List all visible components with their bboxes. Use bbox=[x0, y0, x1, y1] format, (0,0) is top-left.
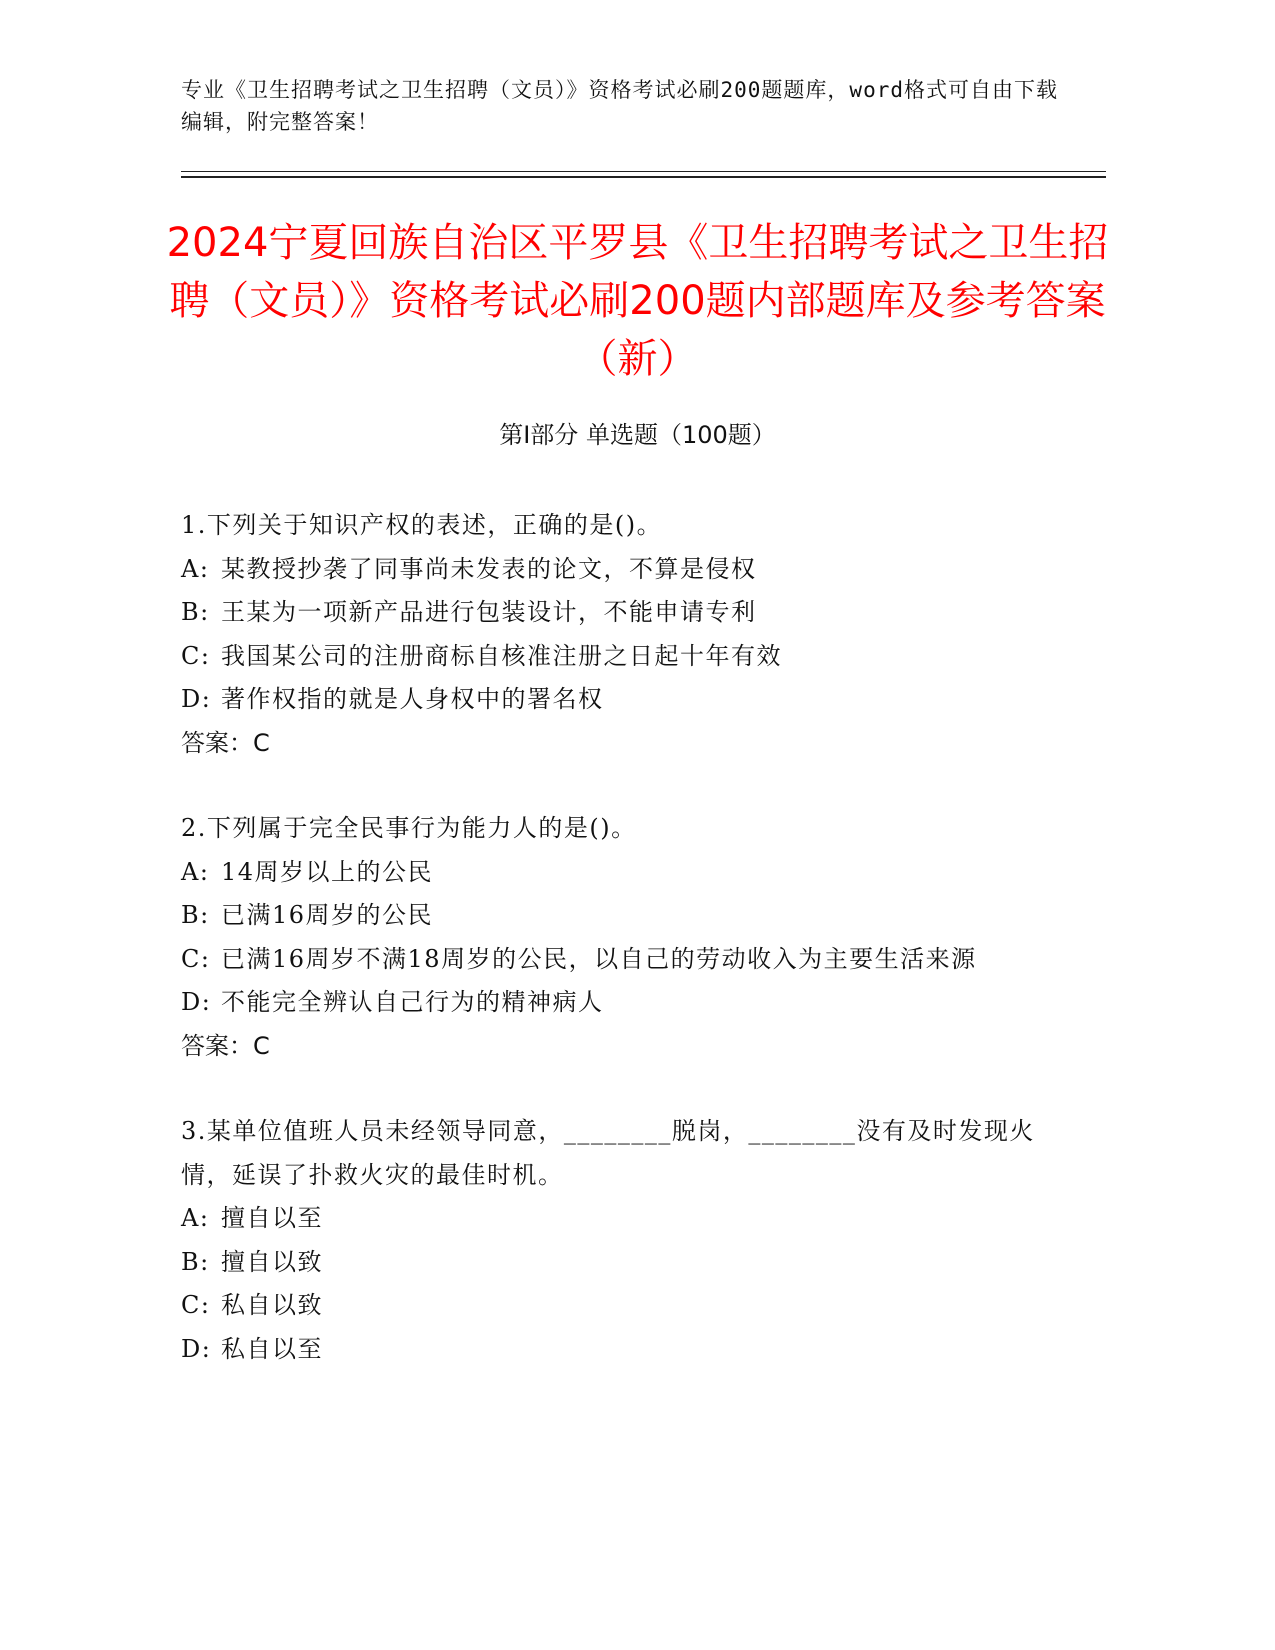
option-letter: D: bbox=[181, 988, 212, 1016]
question-item bbox=[181, 1110, 1041, 1371]
question-stem: 1.下列关于知识产权的表述，正确的是()。 bbox=[181, 511, 663, 539]
option-d bbox=[181, 1328, 1041, 1372]
option-text: 14周岁以上的公民 bbox=[221, 857, 434, 886]
option-letter: A: bbox=[181, 857, 210, 886]
option-text: 著作权指的就是人身权中的署名权 bbox=[221, 685, 604, 713]
option-letter: C: bbox=[181, 1291, 211, 1319]
option-text: 已满16周岁的公民 bbox=[221, 901, 434, 929]
header-divider-thick bbox=[181, 176, 1106, 178]
option-text: 擅自以至 bbox=[221, 1204, 323, 1232]
option-b bbox=[181, 894, 1041, 938]
option-letter: C: bbox=[181, 641, 211, 670]
option-letter: A: bbox=[181, 554, 210, 583]
option-letter: B: bbox=[181, 598, 210, 626]
option-a bbox=[181, 548, 1041, 592]
option-letter: B: bbox=[181, 901, 210, 929]
header-divider-thin bbox=[181, 171, 1106, 172]
question-stem: 2.下列属于完全民事行为能力人的是()。 bbox=[181, 814, 637, 842]
option-a bbox=[181, 851, 1041, 895]
option-text: 私自以至 bbox=[221, 1334, 323, 1363]
option-text: 擅自以致 bbox=[221, 1247, 323, 1276]
option-d bbox=[181, 981, 1041, 1025]
option-a bbox=[181, 1197, 1041, 1241]
option-letter: D: bbox=[181, 1334, 212, 1363]
option-c bbox=[181, 635, 1041, 679]
document-title: 2024宁夏回族自治区平罗县《卫生招聘考试之卫生招聘（文员）》资格考试必刷200题内部题库及参考答案（新） bbox=[166, 220, 1109, 382]
option-text: 不能完全辨认自己行为的精神病人 bbox=[221, 988, 604, 1016]
option-letter: B: bbox=[181, 1247, 210, 1276]
option-letter: D: bbox=[181, 685, 212, 713]
answer-line: 答案：C bbox=[181, 728, 270, 757]
option-b bbox=[181, 1241, 1041, 1285]
option-b bbox=[181, 591, 1041, 635]
question-item bbox=[181, 504, 1041, 765]
option-letter: C: bbox=[181, 944, 211, 973]
option-c bbox=[181, 1284, 1041, 1328]
option-text: 私自以致 bbox=[221, 1291, 323, 1319]
section-title: 第I部分 单选题（100题） bbox=[499, 421, 776, 449]
option-d bbox=[181, 678, 1041, 722]
option-text: 我国某公司的注册商标自核准注册之日起十年有效 bbox=[221, 641, 782, 670]
option-text: 已满16周岁不满18周岁的公民，以自己的劳动收入为主要生活来源 bbox=[221, 944, 977, 973]
option-text: 王某为一项新产品进行包装设计，不能申请专利 bbox=[221, 598, 757, 626]
header-note: 专业《卫生招聘考试之卫生招聘（文员）》资格考试必刷200题题库，word格式可自由下载编辑，附完整答案！ bbox=[181, 78, 1058, 134]
option-letter: A: bbox=[181, 1204, 210, 1232]
option-c bbox=[181, 938, 1041, 982]
answer-line: 答案：C bbox=[181, 1031, 270, 1060]
question-stem: 3.某单位值班人员未经领导同意，________脱岗，________没有及时发现火情，延误了扑救火灾的最佳时机。 bbox=[181, 1117, 1035, 1189]
question-list bbox=[181, 504, 1041, 1413]
option-text: 某教授抄袭了同事尚未发表的论文，不算是侵权 bbox=[221, 554, 757, 583]
question-item bbox=[181, 807, 1041, 1068]
